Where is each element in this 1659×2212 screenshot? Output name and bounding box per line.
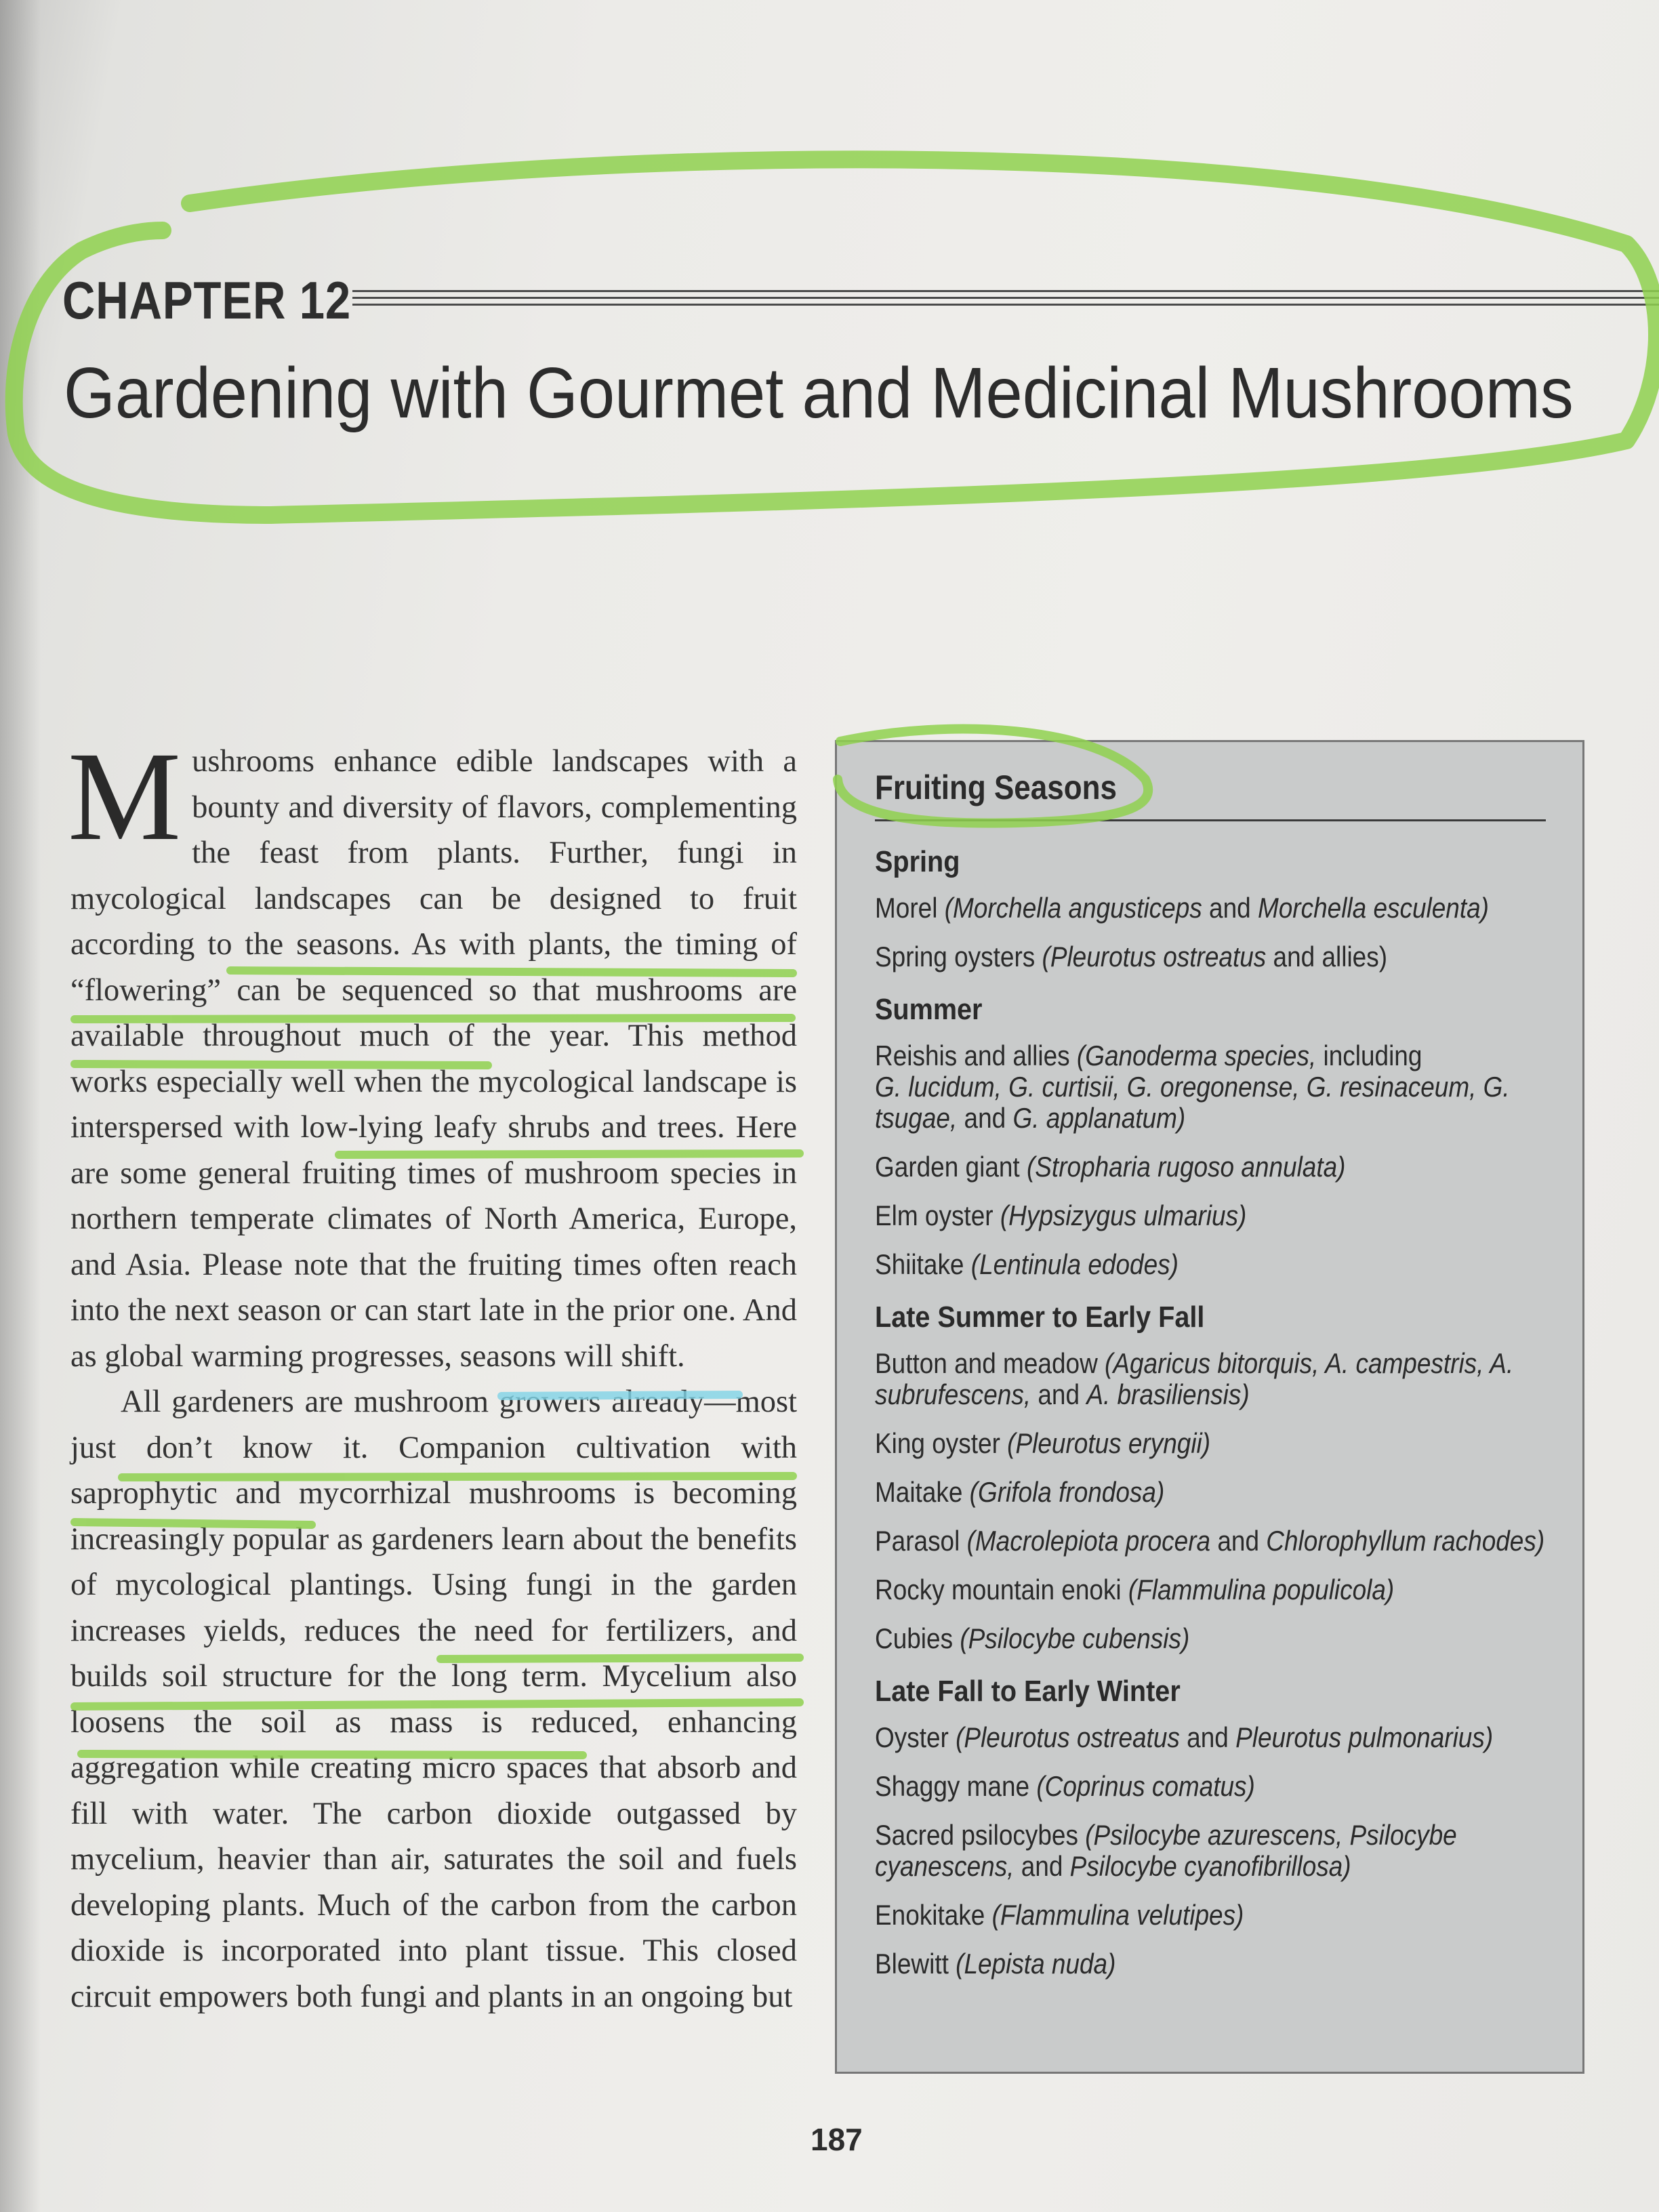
species-common-name: and — [1014, 1850, 1070, 1882]
season-species-item — [875, 1820, 1555, 1882]
species-latin-name: (Stropharia rugoso annulata) — [1026, 1151, 1346, 1183]
species-common-name: Cubies — [875, 1622, 960, 1654]
body-paragraph-1 — [68, 725, 797, 1379]
season-species-item — [875, 1348, 1555, 1410]
sidebar-rule — [875, 819, 1546, 821]
sidebar-title: Fruiting Seasons — [875, 769, 1117, 806]
season-species-item — [875, 1771, 1555, 1802]
species-common-name: Shiitake — [875, 1248, 971, 1280]
species-latin-name: (Morchella angusticeps — [944, 892, 1202, 924]
season-heading: Spring — [875, 845, 960, 878]
species-common-name: and — [1202, 892, 1258, 924]
species-common-name: and — [957, 1102, 1013, 1134]
species-latin-name: G. lucidum, G. curtisii, G. oregonense, G. resinaceum, G. tsugae, — [875, 1071, 1510, 1134]
season-species-item — [875, 1200, 1555, 1231]
season-heading: Late Fall to Early Winter — [875, 1675, 1181, 1708]
species-latin-name: Chlorophyllum rachodes) — [1266, 1525, 1545, 1557]
species-latin-name: (Coprinus comatus) — [1036, 1770, 1255, 1802]
species-common-name: Shaggy mane — [875, 1770, 1037, 1802]
species-latin-name: (Pleurotus eryngii) — [1007, 1427, 1211, 1459]
season-species-item — [875, 1623, 1555, 1654]
species-latin-name: (Ganoderma species, — [1076, 1040, 1317, 1071]
season-species-item — [875, 1249, 1555, 1280]
chapter-title: Gardening with Gourmet and Medicinal Mushrooms — [64, 353, 1574, 433]
species-common-name: Oyster — [875, 1721, 956, 1753]
species-latin-name: Psilocybe cyanofibrillosa) — [1069, 1850, 1351, 1882]
species-common-name: and — [1031, 1378, 1087, 1410]
chapter-rule — [352, 290, 1659, 308]
season-heading: Summer — [875, 993, 983, 1026]
species-common-name: Spring oysters — [875, 941, 1042, 972]
species-common-name: Sacred psilocybes — [875, 1819, 1086, 1851]
species-common-name: Elm oyster — [875, 1200, 1000, 1231]
title-highlight-oval — [14, 159, 1657, 515]
season-species-item — [875, 1040, 1555, 1134]
species-common-name: Garden giant — [875, 1151, 1027, 1183]
species-latin-name: (Hypsizygus ulmarius) — [1000, 1200, 1247, 1231]
species-latin-name: (Agaricus bitorquis, A. campestris, A. subrufescens, — [875, 1347, 1514, 1410]
species-latin-name: A. brasiliensis) — [1086, 1378, 1250, 1410]
species-common-name: Blewitt — [875, 1948, 956, 1980]
species-latin-name: G. applanatum) — [1012, 1102, 1186, 1134]
season-species-item — [875, 893, 1555, 924]
season-species-item — [875, 1574, 1555, 1605]
species-latin-name: (Lentinula edodes) — [970, 1248, 1179, 1280]
season-species-item — [875, 1948, 1555, 1980]
species-common-name: and — [1210, 1525, 1267, 1557]
species-latin-name: (Flammulina populicola) — [1128, 1574, 1395, 1605]
species-latin-name: (Grifola frondosa) — [969, 1476, 1165, 1508]
fruiting-seasons-sidebar — [835, 740, 1584, 2074]
season-list — [875, 842, 1566, 1997]
chapter-label: CHAPTER 12 — [62, 270, 352, 330]
species-common-name: and — [1179, 1721, 1236, 1753]
season-species-item — [875, 1900, 1555, 1931]
season-species-item — [875, 1151, 1555, 1183]
species-latin-name: Morchella esculenta) — [1257, 892, 1489, 924]
species-common-name: King oyster — [875, 1427, 1008, 1459]
species-latin-name: (Lepista nuda) — [956, 1948, 1116, 1980]
species-common-name: Rocky mountain enoki — [875, 1574, 1128, 1605]
species-common-name: Parasol — [875, 1525, 967, 1557]
page-number: 187 — [811, 2122, 863, 2157]
species-common-name: and allies) — [1266, 941, 1388, 972]
species-latin-name: (Flammulina velutipes) — [991, 1899, 1244, 1931]
body-text-column — [68, 725, 797, 2020]
season-species-item — [875, 1722, 1555, 1753]
species-common-name: Button and meadow — [875, 1347, 1105, 1379]
season-species-item — [875, 1525, 1555, 1557]
species-common-name: Enokitake — [875, 1899, 992, 1931]
species-common-name: including — [1316, 1040, 1422, 1071]
drop-cap: M — [68, 725, 182, 867]
season-species-item — [875, 941, 1555, 972]
page-gutter-shadow — [0, 0, 41, 2212]
season-species-item — [875, 1428, 1555, 1459]
species-latin-name: Pleurotus pulmonarius) — [1235, 1721, 1494, 1753]
species-latin-name: (Psilocybe cubensis) — [960, 1622, 1190, 1654]
species-latin-name: (Pleurotus ostreatus — [1042, 941, 1267, 972]
species-common-name: Morel — [875, 892, 945, 924]
species-latin-name: (Pleurotus ostreatus — [956, 1721, 1180, 1753]
species-common-name: Maitake — [875, 1476, 970, 1508]
body-paragraph-2: All gardeners are mushroom growers already—most just don’t know it. Companion cultivation with saprophytic and mycorrhizal mushrooms is becoming increasingly popular as gardeners learn about the benefits of mycological plantings. Using fungi in the garden increases yields, reduces the need for fertilizers, and builds soil structure for the long term. Mycelium also loosens the soil as mass is reduced, enhancing aggregation while creating micro spaces that absorb and fill with water. The carbon dioxide outgassed by mycelium, heavier than air, saturates the soil and fuels developing plants. Much of the carbon from the carbon dioxide is incorporated into plant tissue. This closed circuit empowers both fungi and plants in an ongoing but — [70, 1385, 797, 2014]
season-heading: Late Summer to Early Fall — [875, 1300, 1205, 1334]
species-common-name: Reishis and allies — [875, 1040, 1077, 1071]
paragraph-1-text: ushrooms enhance edible landscapes with a bounty and diversity of flavors, complementing the feast from plants. Further, fungi in mycological landscapes can be designed to fruit according to the seasons. As with plants, the timing of “flowering” can be sequenced so that mushrooms are available throughout much of the year. This method works especially well when the mycological landscape is interspersed with low-lying leafy shrubs and trees. Here are some general fruiting times of mushroom species in northern temperate climates of North America, Europe, and Asia. Please note that the fruiting times often reach into the next season or can start late in the prior one. And as global warming progresses, seasons will shift. — [70, 744, 797, 1374]
species-latin-name: (Psilocybe azurescens, Psilocybe cyanescens, — [875, 1819, 1457, 1882]
season-species-item — [875, 1477, 1555, 1508]
species-latin-name: (Macrolepiota procera — [966, 1525, 1211, 1557]
